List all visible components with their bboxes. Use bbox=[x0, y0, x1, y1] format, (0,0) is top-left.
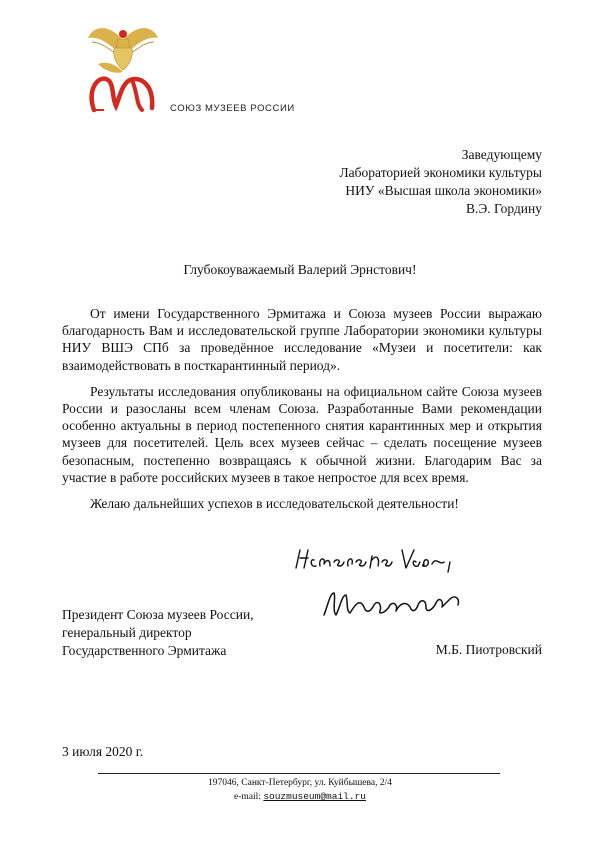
signature-autograph-icon bbox=[320, 585, 470, 620]
letter-date: 3 июля 2020 г. bbox=[62, 744, 144, 759]
position-line: Президент Союза музеев России, bbox=[62, 607, 254, 622]
body-paragraph: Желаю дальнейших успехов в исследовательской деятельности! bbox=[90, 496, 459, 512]
addressee-line: Заведующему bbox=[461, 147, 542, 162]
signer-name: М.Б. Пиотровский bbox=[435, 642, 542, 657]
footer-email-link[interactable]: souzmuseum@mail.ru bbox=[263, 791, 366, 802]
footer-email-label: e-mail: bbox=[234, 792, 264, 802]
addressee-line: НИУ «Высшая школа экономики» bbox=[345, 183, 542, 198]
salutation: Глубокоуважаемый Валерий Эрнстович! bbox=[183, 262, 417, 277]
organization-name: СОЮЗ МУЗЕЕВ РОССИИ bbox=[170, 103, 295, 114]
body-paragraph: Результаты исследования опубликованы на официальном сайте Союза музеев России и разосланы всем членам Союза. Разработанные Вами рекомендации особенно актуальны в период постепенного снятия карантинных мер и открытия музеев для посетителей. Цель всех музеев сейчас – сделать посещение музеев безопасным, постепенно возвращаясь к обычной жизни. Благодарим Вас за участие в работе российских музеев в такое непростое для всех время. bbox=[62, 383, 542, 485]
footer-divider bbox=[98, 773, 500, 774]
addressee-line: Лабораторией экономики культуры bbox=[339, 165, 542, 180]
footer bbox=[0, 777, 600, 804]
handwritten-closing-icon bbox=[290, 540, 470, 576]
union-of-museums-logo-icon bbox=[78, 18, 168, 118]
footer-email-row bbox=[0, 790, 600, 804]
position-line: генеральный директор bbox=[62, 625, 192, 640]
position-line: Государственного Эрмитажа bbox=[62, 643, 227, 658]
letter-body bbox=[62, 305, 542, 521]
addressee-block bbox=[340, 146, 542, 218]
addressee-line: В.Э. Гордину bbox=[465, 201, 542, 216]
signer-position bbox=[62, 606, 254, 660]
footer-address: 197046, Санкт-Петербург, ул. Куйбышева, 2/4 bbox=[208, 778, 392, 788]
body-paragraph: От имени Государственного Эрмитажа и Союза музеев России выражаю благодарность Вам и исследовательской группе Лаборатории экономики культуры НИУ ВШЭ СПб за проведённое исследование «Музеи и посетители: как взаимодействовать в посткарантинный период». bbox=[62, 306, 542, 373]
